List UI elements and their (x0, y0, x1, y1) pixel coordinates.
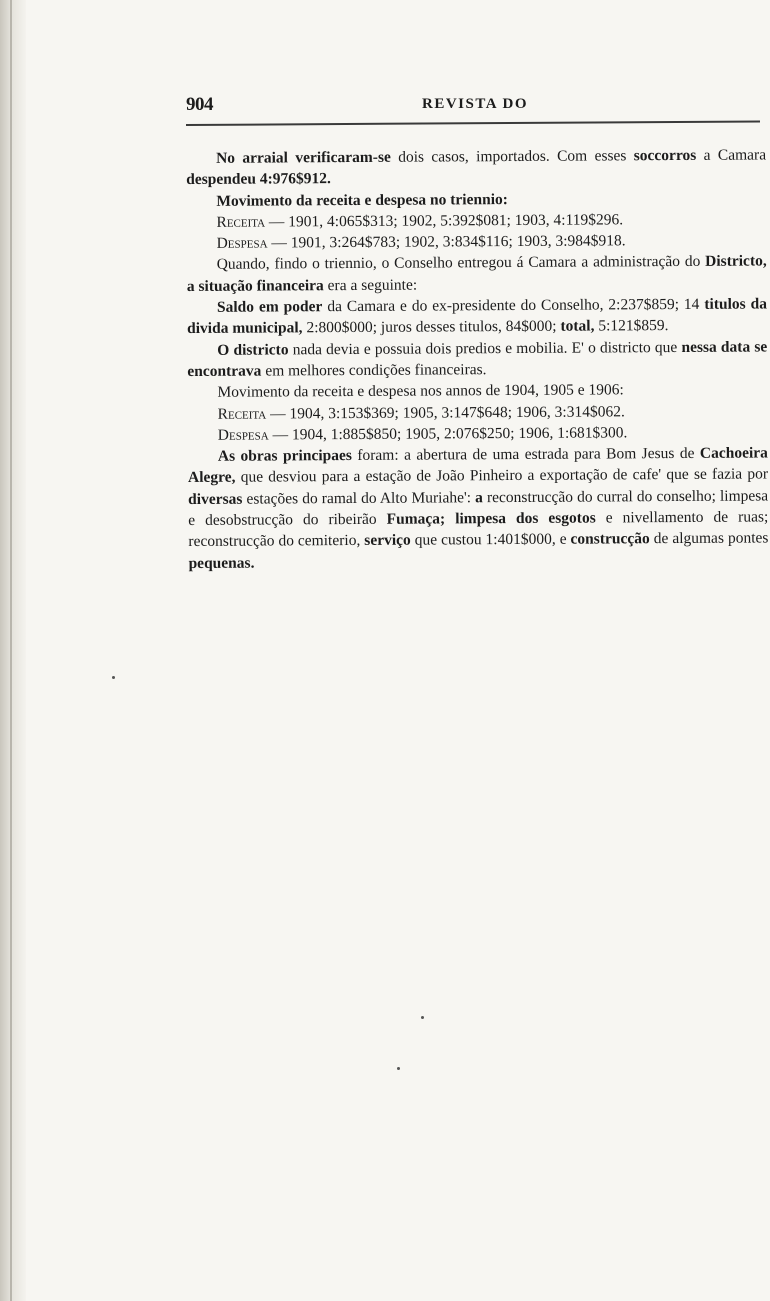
text-segment: que desviou para a estação de João Pinheiro a exportação de cafe' que se fazia por (235, 465, 769, 487)
text-segment: O districto (217, 341, 289, 359)
text-segment: soccorros (633, 146, 697, 165)
text-segment: titulos da divida municipal, (187, 295, 768, 338)
paragraph (186, 144, 766, 190)
running-title: REVISTA DO (422, 96, 528, 112)
header-rule (186, 120, 760, 126)
text-body (186, 144, 769, 573)
text-segment: dois casos, importados. Com esses (390, 147, 634, 166)
text-segment: pequenas. (188, 554, 255, 572)
ink-speck (421, 1016, 424, 1019)
text-segment: foram: a abertura de uma estrada para Bom Jesus de (351, 445, 700, 465)
text-segment: a (475, 488, 483, 506)
text-segment: e nivellamento de ruas; reconstrucção do cemiterio, (188, 508, 769, 551)
text-segment: Receita (216, 213, 266, 231)
ink-speck (397, 1067, 400, 1070)
text-segment: Quando, findo o triennio, o Conselho entregou á Camara a administração do (216, 253, 706, 274)
text-segment: estações do ramal do Alto Muriahe': (242, 488, 476, 508)
text-segment: era a seguinte: (323, 276, 418, 294)
text-segment: 2:800$000; juros desses titulos, 84$000; (302, 318, 561, 337)
paragraph (188, 443, 769, 574)
text-segment: nada devia e possuia dois predios e mobilia. E' o districto que (288, 338, 682, 359)
text-segment: a Camara (696, 146, 767, 164)
text-segment: construcção (570, 530, 650, 549)
text-segment: serviço (364, 531, 411, 550)
text-segment: diversas (188, 490, 243, 508)
text-segment: Fumaça; limpesa dos esgotos (386, 509, 596, 528)
text-segment: em melhores condições financeiras. (261, 361, 487, 380)
text-segment: 5:121$859. (594, 317, 669, 335)
page-header (186, 94, 760, 120)
text-segment: — 1904, 3:153$369; 1905, 3:147$648; 1906, 3:314$062. (266, 402, 625, 423)
text-segment: da Camara e do ex-presidente do Conselho, 2:237$859; 14 (322, 295, 705, 316)
text-segment: — 1904, 1:885$850; 1905, 2:076$250; 1906, 1:681$300. (268, 424, 628, 444)
text-segment: Movimento da receita e despesa nos annos de 1904, 1905 e 1906: (217, 381, 624, 402)
text-segment: Districto, a situação financeira (186, 252, 767, 295)
text-segment: Movimento da receita e despesa no triennio: (216, 190, 508, 210)
ink-speck (112, 676, 115, 679)
text-segment: Despesa (217, 426, 269, 444)
text-segment: Saldo em poder (216, 298, 323, 316)
page-number: 904 (186, 94, 213, 115)
text-segment: Despesa (216, 234, 268, 253)
text-segment: As obras principaes (217, 447, 352, 465)
text-segment: total, (560, 317, 595, 336)
text-segment: Receita (217, 405, 267, 423)
text-segment: de algumas pontes (649, 529, 769, 548)
text-segment: No arraial verificaram-se (216, 148, 391, 167)
text-segment: reconstrucção do curral do conselho; limpesa e desobstrucção do ribeirão (188, 487, 769, 530)
text-segment: que custou 1:401$000, e (410, 531, 571, 549)
page-binding-edge (0, 0, 26, 1301)
paragraph (187, 336, 767, 382)
paragraph (187, 251, 767, 297)
text-segment: — 1901, 4:065$313; 1902, 5:392$081; 1903, 4:119$296. (264, 211, 624, 231)
text-segment: Cachoeira Alegre, (187, 444, 768, 487)
paragraph (187, 294, 767, 340)
text-segment: — 1901, 3:264$783; 1902, 3:834$116; 1903, 3:984$918. (267, 232, 626, 252)
text-segment: nessa data se encontrava (187, 338, 768, 380)
text-segment: despendeu 4:976$912. (186, 170, 331, 189)
